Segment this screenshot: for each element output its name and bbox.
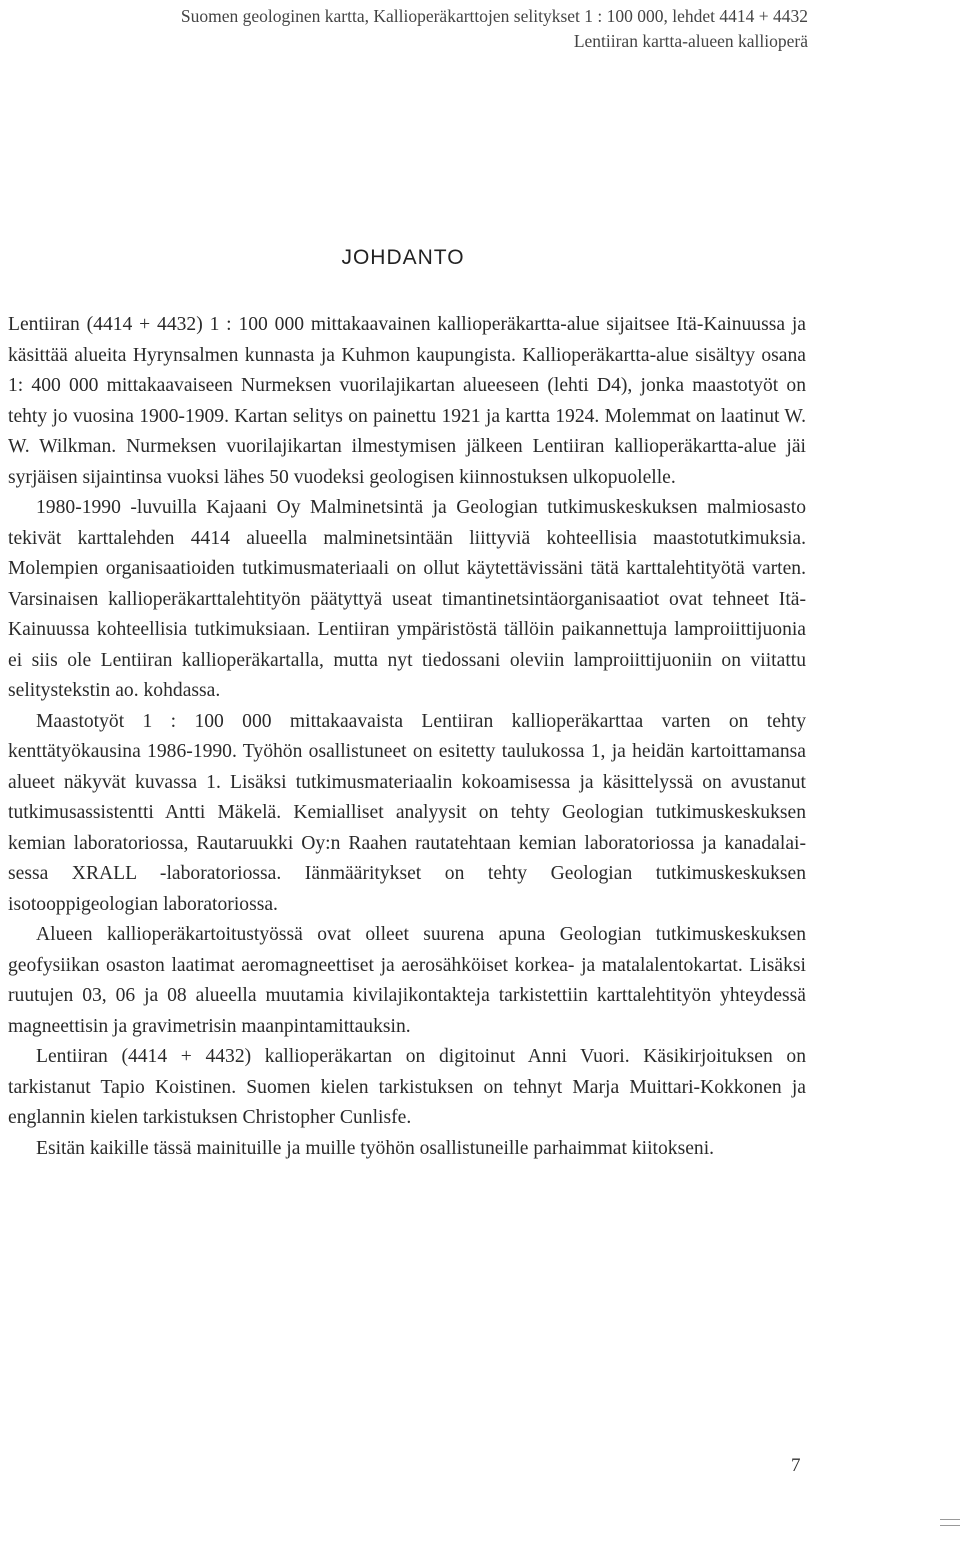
paragraph-fieldwork: Maastotyöt 1 : 100 000 mittakaavaista Lentiiran kallioperäkarttaa varten on tehty kenttätyökausina 1986-1990. Työhön osallistuneet on esitetty taulukossa 1, ja heidän kartoittamansa alueet näkyvät kuvassa 1. Lisäksi tutkimusmateriaalin kokoamisessa ja käsittelyssä on avustanut tutkimusassistentti Antti Mäkelä. Kemialliset analyysit on tehty Geologian tutkimuskeskuksen kemian laboratoriossa, Rautaruukki Oy:n Raahen rautatehtaan kemian laboratoriossa ja kanadalaisessa XRALL -laboratoriossa. Iänmääritykset on tehty Geologian tutkimuskeskuksen isotooppigeologian laboratoriossa. xyxy=(8,710,806,915)
running-header-series: Suomen geologinen kartta, Kallioperäkarttojen selitykset 1 : 100 000, lehdet 4414 + 4432 xyxy=(180,6,808,26)
running-header xyxy=(181,4,808,54)
running-header-title: Lentiiran kartta-alueen kallioperä xyxy=(573,31,808,51)
section-heading: JOHDANTO xyxy=(341,246,465,269)
paragraph-thanks: Esitän kaikille tässä mainituille ja muille työhön osallistuneille parhaimmat kiitokseni. xyxy=(36,1137,715,1159)
paragraph-geophysics: Alueen kallioperäkartoitustyössä ovat olleet suurena apuna Geologian tutkimuskeskuksen geofysiikan osaston laatimat aeromagneettiset ja aerosähköiset korkea- ja matalalentokartat. Lisäksi ruutujen 03, 06 ja 08 alueella muutamia kivilajikontakteja tarkistettiin karttalehtityön yhteydessä magneettisin ja gravimetrisin maanpintamittauksin. xyxy=(8,924,806,1037)
paragraph-digitization: Lentiiran (4414 + 4432) kallioperäkartan on digitoinut Anni Vuori. Käsikirjoituksen on tarkistanut Tapio Koistinen. Suomen kielen tarkistuksen on tehnyt Marja Muittari-Kokkonen ja englannin kielen tarkistuksen Christopher Cunlisfe. xyxy=(8,1046,806,1128)
paragraph-exploration: 1980-1990 -luvuilla Kajaani Oy Malminetsintä ja Geologian tutkimuskeskuksen malmiosasto tekivät karttalehden 4414 alueella malminetsintään liittyviä kohteellisia maastotutkimuksia. Molempien organisaatioiden tutkimusmateriaali on ollut käytettävissäni tätä karttalehtityötä varten. Varsinaisen kallioperäkarttalehtityön päätyttyä useat timantinetsintäorganisaatiot ovat tehneet Itä-Kainuussa kohteellisia tutkimuksiaan. Lentiiran ympäristöstä tällöin paikannettuja lamproiittijuonia ei siis ole Lentiiran kallioperäkartalla, mutta nyt tiedossani oleviin lamproiittijuoniin on viitattu selitystekstin ao. kohdassa. xyxy=(8,497,806,701)
paragraph-intro: Lentiiran (4414 + 4432) 1 : 100 000 mittakaavainen kallioperäkartta-alue sijaitsee Itä-Kainuussa ja käsittää alueita Hyrynsalmen kunnasta ja Kuhmon kaupungista. Kallioperäkartta-alue sisältyy osana 1: 400 000 mittakaavaiseen Nurmeksen vuorilajikartan alueeseen (lehti D4), jonka maastotyöt on tehty jo vuosina 1900-1909. Kartan selitys on painettu 1921 ja kartta 1924. Molemmat on laatinut W. W. Wilkman. Nurmeksen vuorilajikartan ilmestymisen jälkeen Lentiiran kallioperäkartta-alue jäi syrjäisen sijaintinsa vuoksi lähes 50 vuodeksi geologisen kiinnostuksen ulkopuolelle. xyxy=(8,314,806,488)
body-text xyxy=(8,310,806,1164)
crop-mark xyxy=(940,1519,960,1526)
page-number: 7 xyxy=(791,1455,801,1476)
